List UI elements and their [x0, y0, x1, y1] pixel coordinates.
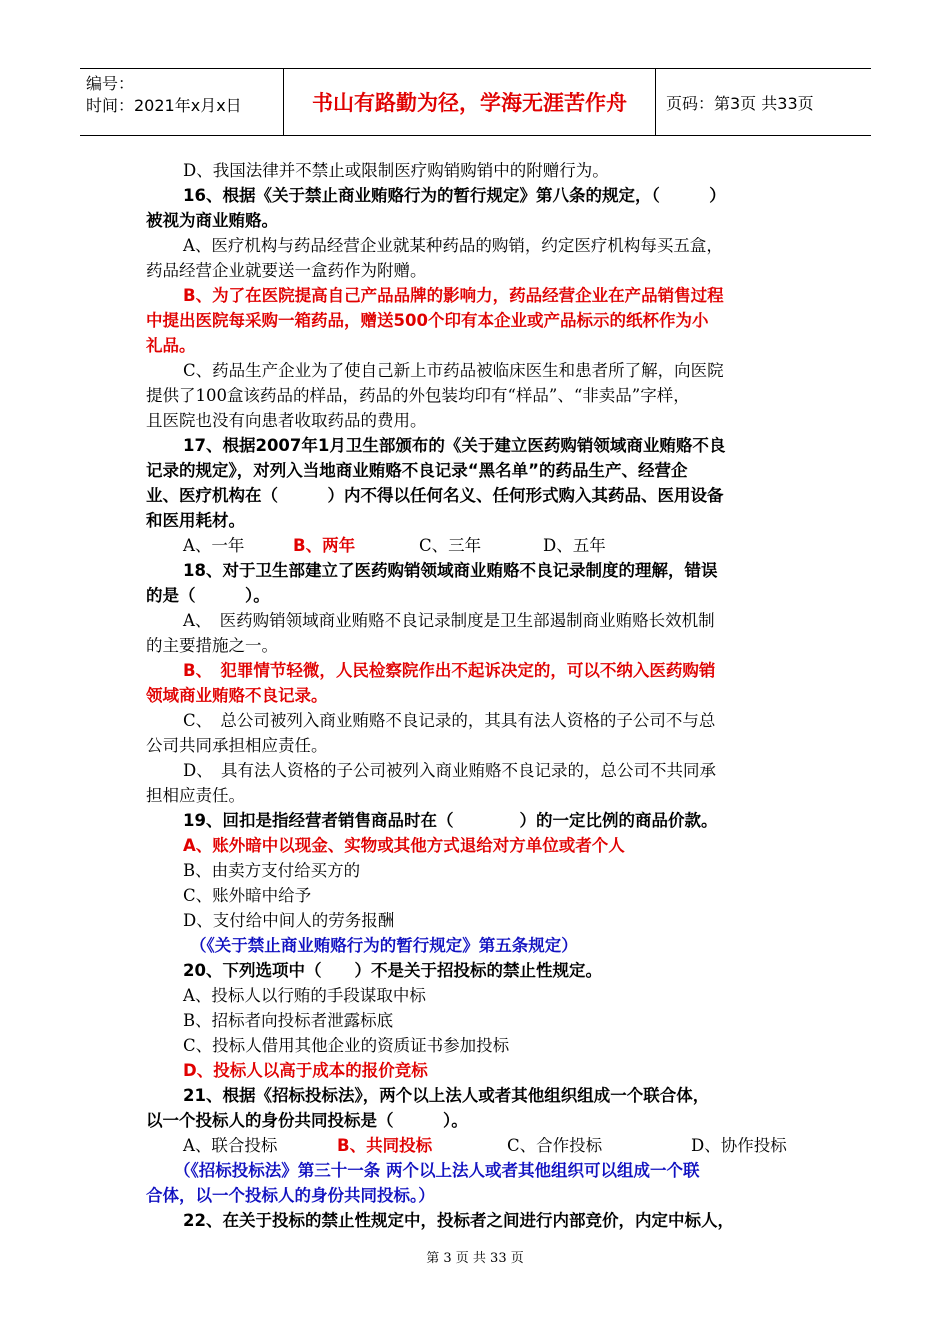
option-line: C、投标人借用其他企业的资质证书参加投标: [183, 1036, 510, 1055]
option-line: 公司共同承担相应责任。: [146, 736, 328, 755]
option-line: D、 具有法人资格的子公司被列入商业贿赂不良记录的，总公司不共同承: [183, 761, 716, 780]
option-line: B、由卖方支付给买方的: [183, 861, 361, 880]
question-line: 16、根据《关于禁止商业贿赂行为的暂行规定》第八条的规定，（ ）: [183, 186, 726, 205]
option-line: C、 总公司被列入商业贿赂不良记录的，其具有法人资格的子公司不与总: [183, 711, 716, 730]
answer-line: 中提出医院每采购一箱药品，赠送500个印有本企业或产品标示的纸杯作为小: [146, 311, 709, 330]
option-line: A、 医药购销领域商业贿赂不良记录制度是卫生部遏制商业贿赂长效机制: [183, 611, 715, 630]
page-header: [80, 68, 871, 136]
answer-line: D、投标人以高于成本的报价竞标: [183, 1061, 428, 1080]
q17-option-a: A、一年: [183, 536, 245, 555]
question-line: 的是（ ）。: [146, 586, 270, 605]
document-date-label: 时间：2021年x月x日: [86, 96, 242, 115]
q21-option-d: D、协作投标: [691, 1136, 787, 1155]
option-line: 的主要措施之一。: [146, 636, 278, 655]
question-line: 20、下列选项中（ ）不是关于招投标的禁止性规定。: [183, 961, 602, 980]
reference-note: （《关于禁止商业贿赂行为的暂行规定》第五条规定）: [190, 936, 578, 955]
option-line: A、医疗机构与药品经营企业就某种药品的购销，约定医疗机构每买五盒，: [183, 236, 723, 255]
answer-line: B、为了在医院提高自己产品品牌的影响力，药品经营企业在产品销售过程: [183, 286, 724, 305]
option-line: 药品经营企业就要送一盒药作为附赠。: [146, 261, 427, 280]
answer-line: A、账外暗中以现金、实物或其他方式退给对方单位或者个人: [183, 836, 625, 855]
question-line: 18、对于卫生部建立了医药购销领域商业贿赂不良记录制度的理解，错误: [183, 561, 718, 580]
q21-option-b: B、共同投标: [337, 1136, 433, 1155]
page-footer: 第 3 页 共 33 页: [426, 1251, 524, 1266]
option-line: C、账外暗中给予: [183, 886, 312, 905]
option-line: D、支付给中间人的劳务报酬: [183, 911, 395, 930]
q21-options: [146, 1133, 818, 1158]
q17-option-b: B、两年: [293, 536, 356, 555]
reference-note: 合体，以一个投标人的身份共同投标。）: [146, 1186, 435, 1205]
option-line: 且医院也没有向患者收取药品的费用。: [146, 411, 427, 430]
document-body: [146, 158, 818, 1233]
option-line: C、药品生产企业为了使自己新上市药品被临床医生和患者所了解，向医院: [183, 361, 724, 380]
question-line: 以一个投标人的身份共同投标是（ ）。: [146, 1111, 468, 1130]
reference-note: （《招标投标法》第三十一条 两个以上法人或者其他组织可以组成一个联: [174, 1161, 700, 1180]
question-line: 业、医疗机构在（ ）内不得以任何名义、任何形式购入其药品、医用设备: [146, 486, 724, 505]
document-number-label: 编号：: [86, 74, 135, 93]
answer-line: 礼品。: [146, 336, 196, 355]
option-line: D、我国法律并不禁止或限制医疗购销购销中的附赠行为。: [183, 161, 609, 180]
q17-option-d: D、五年: [543, 536, 606, 555]
q21-option-a: A、联合投标: [183, 1136, 278, 1155]
q21-option-c: C、合作投标: [507, 1136, 603, 1155]
question-line: 19、回扣是指经营者销售商品时在（ ）的一定比例的商品价款。: [183, 811, 718, 830]
q17-options: [146, 533, 818, 558]
question-line: 记录的规定》，对列入当地商业贿赂不良记录“黑名单”的药品生产、经营企: [146, 461, 688, 480]
option-line: 提供了100盒该药品的样品，药品的外包装均印有“样品”、“非卖品”字样，: [146, 386, 690, 405]
answer-line: B、 犯罪情节轻微，人民检察院作出不起诉决定的，可以不纳入医药购销: [183, 661, 716, 680]
header-meta: [80, 69, 284, 135]
option-line: 担相应责任。: [146, 786, 245, 805]
header-motto: 书山有路勤为径，学海无涯苦作舟: [284, 69, 656, 135]
question-line: 22、在关于投标的禁止性规定中，投标者之间进行内部竞价，内定中标人，: [183, 1211, 734, 1230]
answer-line: 领域商业贿赂不良记录。: [146, 686, 328, 705]
q17-option-c: C、三年: [419, 536, 482, 555]
header-page-code: 页码：第3页 共33页: [666, 93, 814, 113]
option-line: A、投标人以行贿的手段谋取中标: [183, 986, 426, 1005]
question-line: 21、根据《招标投标法》，两个以上法人或者其他组织组成一个联合体，: [183, 1086, 710, 1105]
question-line: 被视为商业贿赂。: [146, 211, 278, 230]
question-line: 17、根据2007年1月卫生部颁布的《关于建立医药购销领域商业贿赂不良: [183, 436, 726, 455]
option-line: B、招标者向投标者泄露标底: [183, 1011, 394, 1030]
question-line: 和医用耗材。: [146, 511, 245, 530]
